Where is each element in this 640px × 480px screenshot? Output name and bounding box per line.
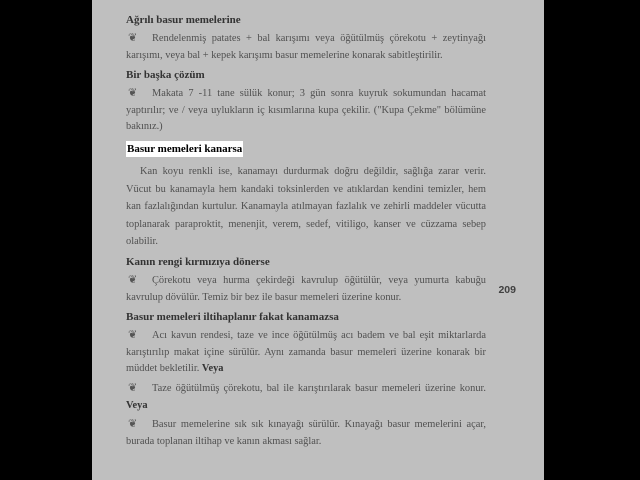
- leaf-bullet-icon: ❦: [128, 87, 138, 100]
- item-body: Acı kavun rendesi, taze ve ince öğütülmüş acı badem ve bal eşit miktarlarda karıştırılıp makat içine sürülür. Aynı zamanda basur memeleri üzerine konarak bir müddet bekletilir.: [126, 330, 486, 375]
- leaf-bullet-icon: ❦: [128, 381, 138, 394]
- list-item: [126, 417, 486, 450]
- page-content: [126, 12, 486, 453]
- list-item: [126, 86, 486, 136]
- section-heading: Basur memeleri iltihaplanır fakat kanamazsa: [126, 311, 339, 324]
- list-item: [126, 328, 486, 378]
- section-heading: Bir başka çözüm: [126, 69, 205, 82]
- item-body: Taze öğütülmüş çörekotu, bal ile karıştırılarak basur memeleri üzerine konur.: [152, 382, 486, 394]
- item-text: Basur memelerine sık sık kınayağı sürülür. Kınayağı basur memelerini açar, burada toplanan iltihap ve kanın akması sağlar.: [126, 419, 486, 447]
- item-text: Rendelenmiş patates + bal karışımı veya öğütülmüş çörekotu + zeytinyağı karışımı, veya bal + kepek karışımı basur memelerine konarak sabitleştirilir.: [126, 33, 486, 61]
- section-heading: Ağrılı basur memelerine: [126, 14, 241, 26]
- item-text: [126, 381, 486, 414]
- leaf-bullet-icon: ❦: [128, 273, 138, 286]
- list-item: [126, 381, 486, 414]
- page-number: 209: [498, 284, 516, 296]
- leaf-bullet-icon: ❦: [128, 32, 138, 44]
- highlighted-section-heading[interactable]: Basur memeleri kanarsa: [127, 142, 243, 155]
- list-item: [126, 31, 486, 64]
- body-paragraph: Kan koyu renkli ise, kanamayı durdurmak doğru değildir, sağlığa zarar verir. Vücut bu kanamayla hem kandaki toksinlerden ve atıklardan kendini temizler, hem kan fazlalığından kurtulur. Kanamayla atılmayan fazlalık ve zehirli maddeler vücutta toplanarak paraproktit, menenjit, verem, sedef, vitiligo, kanser ve cüzzama sebep olabilir.: [126, 165, 486, 248]
- list-item: [126, 273, 486, 306]
- item-text: Makata 7 -11 tane sülük konur; 3 gün sonra kuyruk sokumundan hacamat yaptırılır; ve / veya uylukların iç kısımlarına kupa çekilir. ("Kupa Çekme" bölümüne bakınız.): [126, 88, 486, 133]
- section-heading: Kanın rengi kırmızıya dönerse: [126, 255, 270, 268]
- leaf-bullet-icon: ❦: [128, 329, 138, 342]
- veya-label: Veya: [126, 399, 148, 411]
- veya-label: Veya: [201, 363, 224, 375]
- leaf-bullet-icon: ❦: [128, 418, 138, 431]
- book-page: [92, 0, 544, 480]
- item-text: Çörekotu veya hurma çekirdeği kavrulup öğütülür, veya yumurta kabuğu kavrulup dövülür. Temiz bir bez ile basur memeleri üzerine konur.: [126, 274, 486, 303]
- item-text: [126, 328, 486, 378]
